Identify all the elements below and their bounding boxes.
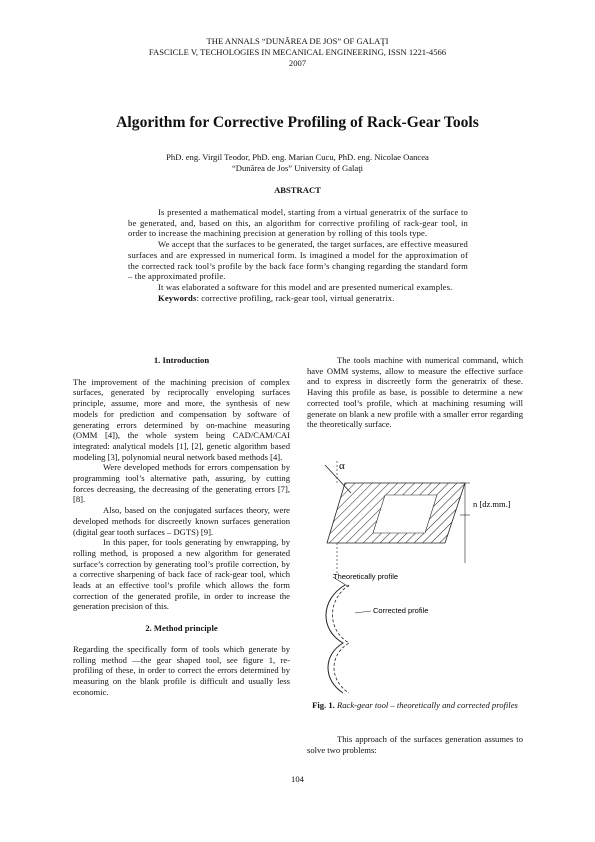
page-number: 104 xyxy=(291,774,304,784)
paper-title: Algorithm for Corrective Profiling of Rack-Gear Tools xyxy=(116,114,479,131)
body-paragraph: Also, based on the conjugated surfaces theory, were developed methods for discreetly known surfaces generation (digital gear tooth surfaces – DGTS) [9]. xyxy=(73,505,290,537)
abstract-paragraph: We accept that the surfaces to be generated, the target surfaces, are effective measured surfaces and are expressed in numerical form. Is imagined a model for the approximation of the corrected rack tool’s profile by the back face form’s changing regarding the standard form – the approximated profile. xyxy=(128,239,468,282)
body-paragraph: In this paper, for tools generating by enwrapping, by rolling method, is proposed a new algorithm for generated surface’s correction by generating tool’s profile correction, by a corrective sharpening of back face of rack-gear tool, which leads at an effective tool’s profile which allows the form correction of the generated profile, in order to increase the generation precision of this. xyxy=(73,537,290,612)
keywords-label: Keywords xyxy=(158,292,197,303)
body-paragraph: This approach of the surfaces generation assumes to solve two problems: xyxy=(307,734,523,755)
right-column xyxy=(307,355,523,430)
keywords xyxy=(128,293,468,304)
body-paragraph: The improvement of the machining precision of complex surfaces, generated by reciprocally enveloping surfaces principle, assume, more and more, the synthesis of new models for prediction and compensation by software of generating errors determined by on-machine measuring (OMM [4]), the whole system being CAD/CAM/CAI integrated: analytical models [1], [2], genetic algorithm based modeling [3], polynomial neural network based methods [4]. xyxy=(73,376,290,462)
abstract-paragraph: Is presented a mathematical model, starting from a virtual generatrix of the surface to be generated, and, based on this, an algorithm for corrective profiling of rack-gear tool, in order to increase the machining precision at generation by rolling of this tools type. xyxy=(128,207,468,239)
rack-gear-figure xyxy=(315,455,520,695)
figure-caption-text: Rack-gear tool – theoretically and corrected profiles xyxy=(334,700,518,710)
section-2-title: 2. Method principle xyxy=(145,623,218,634)
left-column xyxy=(73,355,290,697)
corrected-profile-curve xyxy=(333,585,350,693)
author-affiliation: “Dunărea de Jos” University of Galaţi xyxy=(231,163,363,173)
dimension-label: n [dz.mm.] xyxy=(473,499,511,509)
body-paragraph: Regarding the specifically form of tools which generate by rolling method —the gear shaped tool, see figure 1, re-profiling of these, in order to correct the errors determined by measuring on the blank profile is difficult and usually less economic. xyxy=(73,643,290,697)
figure-caption xyxy=(307,700,523,711)
abstract-paragraph: It was elaborated a software for this model and are presented numerical examples. xyxy=(158,281,453,292)
author-names: PhD. eng. Virgil Teodor, PhD. eng. Marian Cucu, PhD. eng. Nicolae Oancea xyxy=(166,152,429,162)
right-column-continued xyxy=(307,734,523,755)
abstract-body xyxy=(128,207,468,303)
abstract-heading: ABSTRACT xyxy=(274,185,321,195)
body-paragraph: Were developed methods for errors compensation by programming tool’s alternative path, assuring, by cutting forces decreasing, the decreasing of the generating errors [7], [8]. xyxy=(73,462,290,505)
journal-fascicle: FASCICLE V, TECHOLOGIES IN MECANICAL ENGINEERING, ISSN 1221-4566 xyxy=(148,47,447,57)
section-1-title: 1. Introduction xyxy=(153,355,210,365)
keywords-text: : corrective profiling, rack-gear tool, virtual generatrix. xyxy=(196,292,395,303)
body-paragraph: The tools machine with numerical command, which have OMM systems, allow to measure the effective surface and to express in discreetly form the generatrix of these. Having this profile as base, is possible to determine a new corrected tool’s profile, which at machining resuming will generate on blank a new profile with a smaller error regarding the theoretically surface. xyxy=(307,355,523,430)
alpha-label: α xyxy=(339,460,345,472)
journal-title: THE ANNALS “DUNĂREA DE JOS” OF GALAŢI xyxy=(206,36,389,46)
theoretical-profile-label: Theoretically profile xyxy=(333,572,399,581)
figure-caption-label: Fig. 1. xyxy=(312,700,335,710)
corrected-profile-label: Corrected profile xyxy=(373,606,429,615)
journal-year: 2007 xyxy=(288,58,307,68)
